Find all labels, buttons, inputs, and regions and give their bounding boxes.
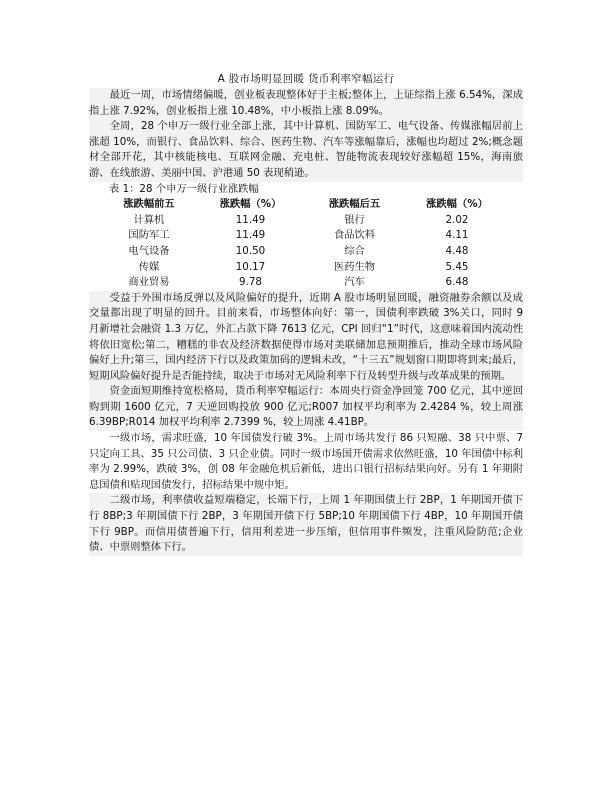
bottom-sector-change: 4.11 — [445, 229, 469, 242]
paragraph-secondary-market: 二级市场，利率债收益短端稳定，长端下行，上周 1 年期国债上行 2BP，1 年期国开债下行 8BP;3 年期国债下行 2BP，3 年期国开债下行 5BP;10 年期国债下行 4BP，10 年期国开债下行 9BP。而信用债普遍下行，信用利差进一步压缩，但信用事件频发，注重风险防范;企业债、中票则整体下行。 — [89, 493, 523, 555]
paragraph-sector-performance: 全周，28 个申万一级行业全部上涨，其中计算机、国防军工、电气设备、传媒涨幅居前上涨超 10%，而银行、食品饮料、综合、医药生物、汽车等涨幅靠后，涨幅也均超过 2%;概念题材全部开花，其中核能核电、互联网金融、充电桩、智能物流表现较好涨幅超 15%，海南旅游、在线旅游、美丽中国、沪港通 50 表现稍逊。 — [89, 119, 523, 181]
top-sector-change: 11.49 — [235, 213, 266, 226]
bottom-sector-name: 综合 — [344, 244, 365, 257]
bottom-sector-change: 5.45 — [445, 260, 469, 273]
table-row — [95, 275, 503, 291]
paragraph-market-summary: 最近一周，市场情绪偏暖，创业板表现整体好于主板;整体上，上证综指上涨 6.54%，深成指上涨 7.92%，创业板指上涨 10.48%，中小板指上涨 8.09%。 — [89, 88, 523, 119]
bottom-sector-change: 2.02 — [445, 213, 469, 226]
bottom-sector-change: 6.48 — [445, 276, 469, 289]
top-sector-change: 10.17 — [235, 260, 266, 273]
header-bottom-five: 涨跌幅后五 — [328, 198, 381, 211]
header-top-change: 涨跌幅（%） — [219, 198, 282, 211]
top-sector-name: 传媒 — [138, 260, 160, 273]
top-sector-change: 9.78 — [239, 276, 262, 289]
document-title: A 股市场明显回暖 货币利率窄幅运行 — [217, 73, 395, 85]
bottom-sector-name: 食品饮料 — [333, 229, 376, 242]
top-sector-change: 10.50 — [235, 244, 266, 257]
bottom-sector-name: 汽车 — [344, 276, 365, 289]
bottom-sector-name: 医药生物 — [333, 260, 376, 273]
table-caption: 表 1：28 个申万一级行业涨跌幅 — [109, 182, 259, 195]
paragraph-liquidity: 资金面短期维持宽松格局，货币利率窄幅运行：本周央行资金净回笼 700 亿元，其中逆回购到期 1600 亿元，7 天逆回购投放 900 亿元;R007 加权平均利率为 2.4284 %，较上周涨 6.39BP;R014 加权平均利率 2.7399 %，较上周涨 4.41BP。 — [89, 384, 523, 431]
sector-ranking-table — [95, 197, 503, 291]
document-page — [89, 72, 523, 556]
top-sector-name: 商业贸易 — [128, 276, 170, 289]
table-row — [95, 244, 503, 260]
bottom-sector-change: 4.48 — [445, 244, 469, 257]
top-sector-name: 国防军工 — [128, 229, 170, 242]
table-header-row — [95, 197, 503, 213]
table-row — [95, 228, 503, 244]
paragraph-market-outlook: 受益于外围市场反弹以及风险偏好的提升，近期 A 股市场明显回暖，融资融券余额以及成交量都出现了明显的回升。目前来看，市场整体向好：第一，国债利率跌破 3%关口，同时 9 月新增社会融资 1.3 万亿，外汇占款下降 7613 亿元，CPI 回归“1”时代，这意味着国内流动性将依旧宽松;第二，糟糕的非农及经济数据使得市场对美联储加息预期推后，推动全球市场风险偏好上升;第三，国内经济下行以及政策加码的逻辑未改，“十三五”规划窗口期即将到来;最后，短期风险偏好提升是否能持续，取决于市场对无风险利率下行及转型升级与改革成果的预期。 — [89, 291, 523, 385]
top-sector-name: 计算机 — [133, 213, 165, 226]
table-row — [95, 260, 503, 276]
top-sector-change: 11.49 — [235, 229, 266, 242]
paragraph-primary-market: 一级市场，需求旺盛，10 年国债发行破 3%。上周市场共发行 86 只短融、38 只中票、7 只定向工具、35 只公司债、3 只企业债。同时一级市场国开债需求依然旺盛，10 年国债中标利率为 2.99%，跌破 3%，创 08 年金融危机后新低，进出口银行招标结果向好。另有 1 年期附息国债和贴现国债发行，招标结果中规中矩。 — [89, 432, 523, 491]
top-sector-name: 电气设备 — [128, 244, 170, 257]
header-top-five: 涨跌幅前五 — [123, 198, 175, 211]
table-row — [95, 213, 503, 229]
header-bottom-change: 涨跌幅（%） — [426, 198, 488, 211]
bottom-sector-name: 银行 — [344, 213, 365, 226]
